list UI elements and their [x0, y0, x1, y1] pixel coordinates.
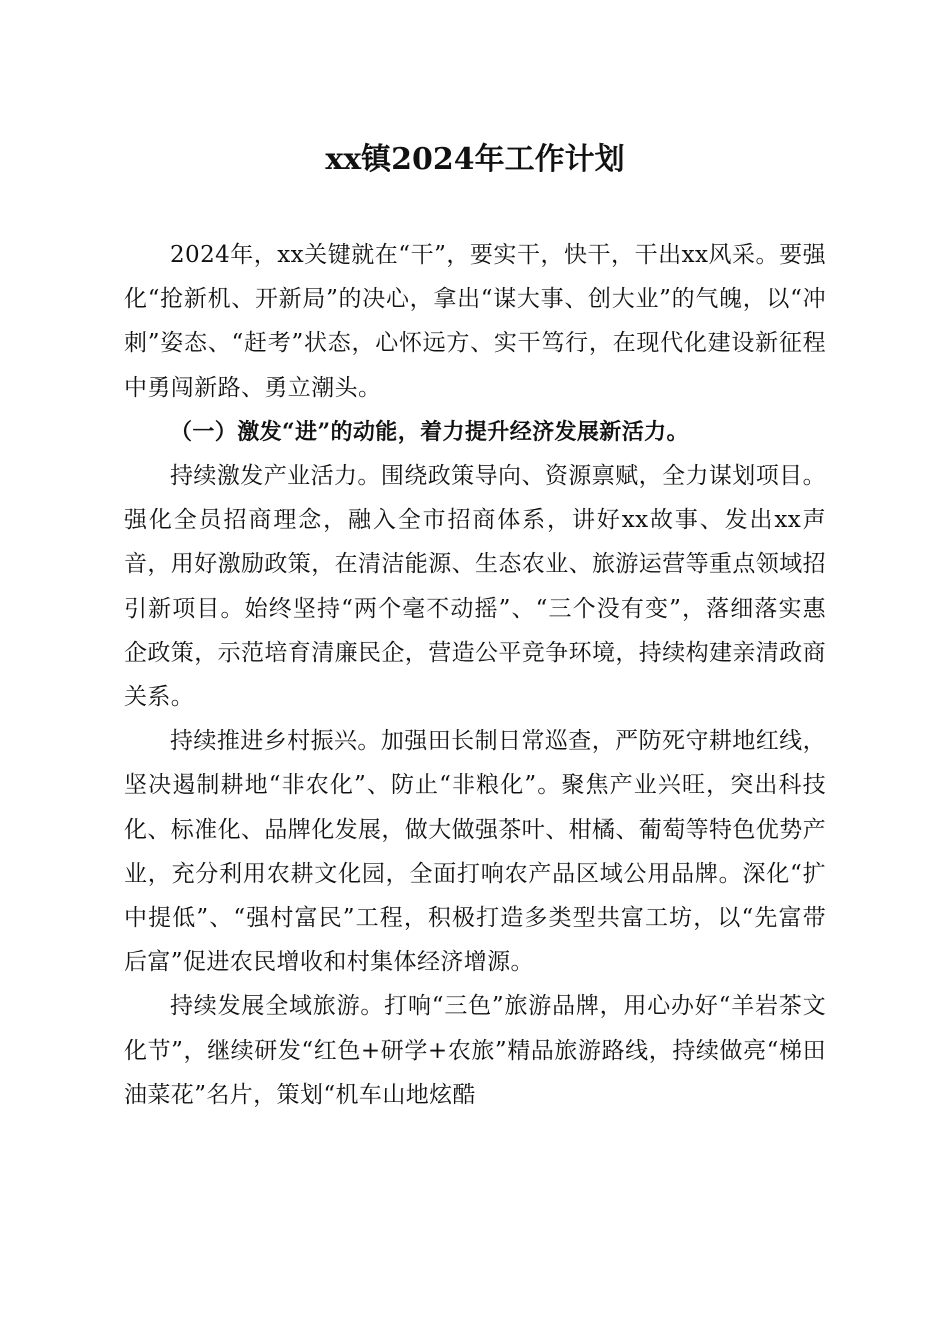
paragraph-tourism: 持续发展全域旅游。打响“三色”旅游品牌，用心办好“羊岩茶文化节”，继续研发“红色+研学+农旅”精品旅游路线，持续做亮“梯田油菜花”名片，策划“机车山地炫酷 — [124, 993, 826, 1108]
document-body — [124, 233, 826, 1117]
paragraph-industry: 持续激发产业活力。围绕政策导向、资源禀赋，全力谋划项目。强化全员招商理念，融入全市招商体系，讲好xx故事、发出xx声音，用好激励政策，在清洁能源、生态农业、旅游运营等重点领域招引新项目。始终坚持“两个毫不动摇”、“三个没有变”，落细落实惠企政策，示范培育清廉民企，营造公平竞争环境，持续构建亲清政商关系。 — [124, 463, 826, 711]
intro-paragraph: 2024年，xx关键就在“干”，要实干，快干，干出xx风采。要强化“抢新机、开新局”的决心，拿出“谋大事、创大业”的气魄，以“冲刺”姿态、“赶考”状态，心怀远方、实干笃行，在现代化建设新征程中勇闯新路、勇立潮头。 — [124, 242, 826, 401]
document-title: xx镇2024年工作计划 — [325, 142, 625, 177]
section-heading: （一）激发“进”的动能，着力提升经济发展新活力。 — [170, 418, 689, 445]
paragraph-rural: 持续推进乡村振兴。加强田长制日常巡查，严防死守耕地红线，坚决遏制耕地“非农化”、防止“非粮化”。聚焦产业兴旺，突出科技化、标准化、品牌化发展，做大做强茶叶、柑橘、葡萄等特色优势产业，充分利用农耕文化园，全面打响农产品区域公用品牌。深化“扩中提低”、“强村富民”工程，积极打造多类型共富工坊，以“先富带后富”促进农民增收和村集体经济增源。 — [124, 728, 826, 976]
